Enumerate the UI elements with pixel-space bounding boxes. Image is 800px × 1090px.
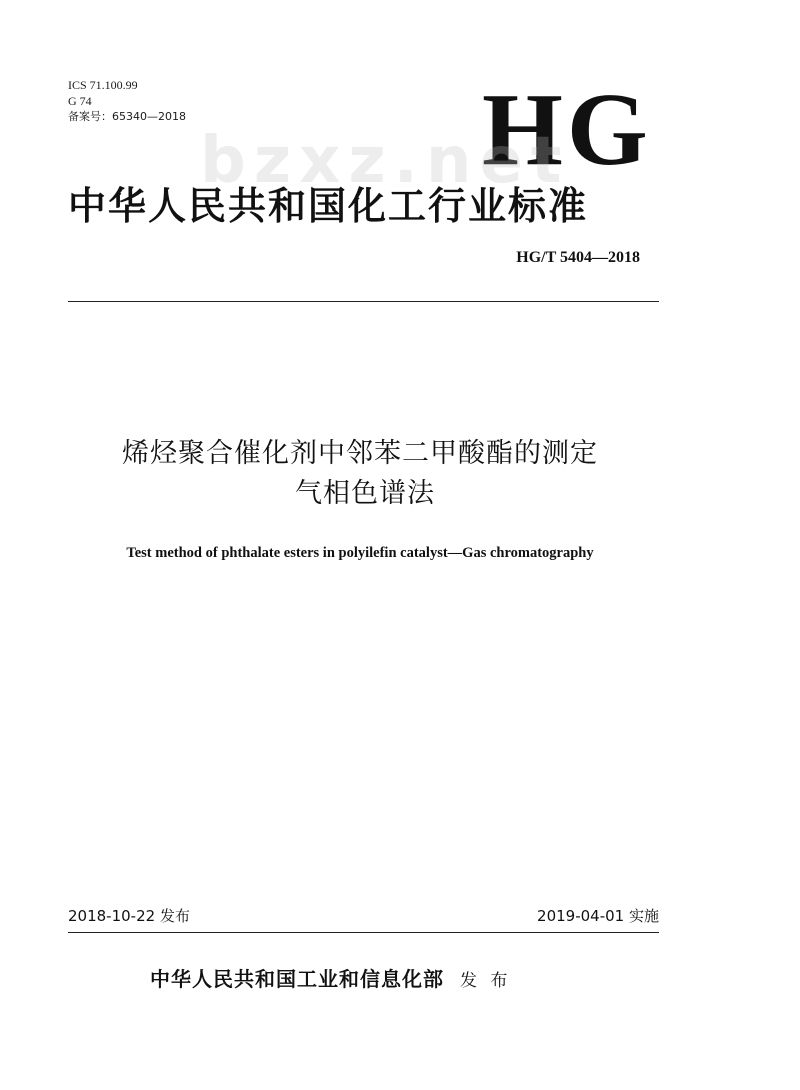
- issuer-action: 发 布: [460, 971, 512, 991]
- issuer: [150, 966, 511, 994]
- standard-title: 中华人民共和国化工行业标准: [68, 184, 589, 228]
- filing-number: 备案号：65340—2018: [68, 110, 186, 123]
- standard-number: HG/T 5404—2018: [516, 249, 640, 266]
- bottom-divider: [68, 932, 659, 933]
- watermark: bzxz.net: [200, 124, 570, 198]
- top-divider: [68, 301, 659, 302]
- hg-logo: HG: [482, 72, 652, 187]
- issuer-name: 中华人民共和国工业和信息化部: [150, 967, 444, 991]
- document-title-cn-line2: 气相色谱法: [295, 478, 435, 509]
- document-title-en: Test method of phthalate esters in polyilefin catalyst—Gas chromatography: [126, 545, 594, 561]
- classification-code: G 74: [68, 94, 92, 108]
- issue-date: 2018-10-22 发布: [68, 907, 190, 925]
- document-title-cn-line1: 烯烃聚合催化剂中邻苯二甲酸酯的测定: [122, 438, 598, 469]
- implementation-date: 2019-04-01 实施: [537, 907, 659, 925]
- ics-code: ICS 71.100.99: [68, 78, 138, 92]
